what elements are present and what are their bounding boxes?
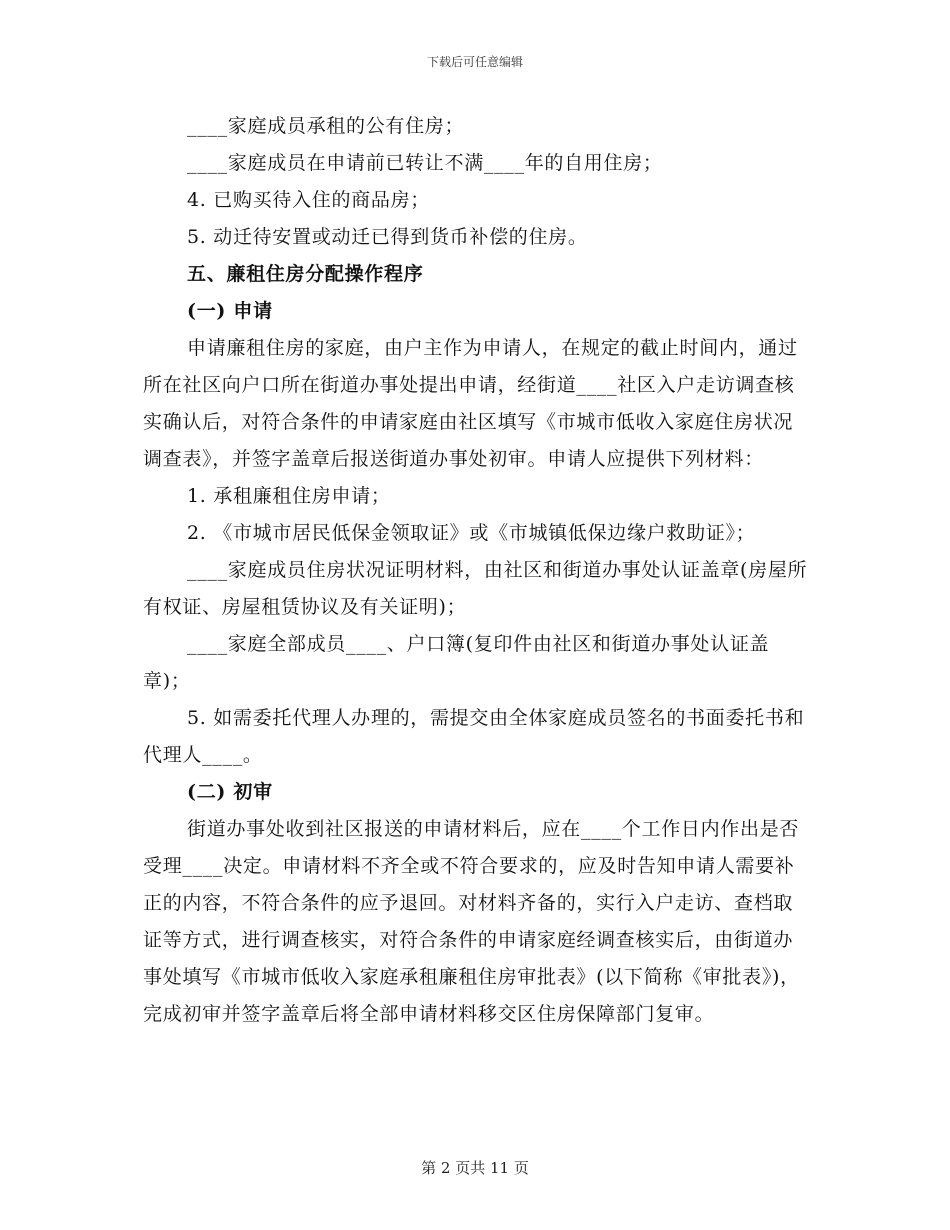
document-body <box>143 108 808 1033</box>
section-heading: 五、廉租住房分配操作程序 <box>187 263 424 285</box>
paragraph-preliminary-review: 街道办事处收到社区报送的申请材料后，应在____个工作日内作出是否受理____决定。申请材料不齐全或不符合要求的，应及时告知申请人需要补正的内容，不符合条件的应予退回。对材料齐备的，实行入户走访、查档取证等方式，进行调查核实，对符合条件的申请家庭经调查核实后，由街道办事处填写《市城市低收入家庭承租廉租住房审批表》(以下简称《审批表》)，完成初审并签字盖章后将全部申请材料移交区住房保障部门复审。 <box>143 818 800 1025</box>
paragraph-3: 4. 已购买待入住的商品房； <box>187 189 430 211</box>
paragraph-2: ____家庭成员在申请前已转让不满____年的自用住房； <box>187 152 663 174</box>
material-item-3: ____家庭成员住房状况证明材料，由社区和街道办事处认证盖章(房屋所有权证、房屋租赁协议及有关证明)； <box>143 559 808 618</box>
page-footer: 第 2 页共 11 页 <box>421 1159 529 1177</box>
subheading-application: (一) 申请 <box>187 300 273 322</box>
material-item-4: ____家庭全部成员____、户口簿(复印件由社区和街道办事处认证盖章)； <box>143 633 770 692</box>
page-header: 下载后可任意编辑 <box>426 55 523 69</box>
material-item-5: 5. 如需委托代理人办理的，需提交由全体家庭成员签名的书面委托书和代理人____。 <box>143 707 805 766</box>
material-item-1: 1. 承租廉租住房申请； <box>187 485 391 507</box>
paragraph-1: ____家庭成员承租的公有住房； <box>187 115 465 137</box>
subheading-preliminary-review: (二) 初审 <box>187 781 273 803</box>
material-item-2: 2. 《市城市居民低保金领取证》或《市城镇低保边缘户救助证》； <box>187 522 756 544</box>
paragraph-application: 申请廉租住房的家庭，由户主作为申请人，在规定的截止时间内，通过所在社区向户口所在街道办事处提出申请，经街道____社区入户走访调查核实确认后，对符合条件的申请家庭由社区填写《市城市低收入家庭住房状况调查表》，并签字盖章后报送街道办事处初审。申请人应提供下列材料： <box>143 337 798 470</box>
paragraph-4: 5. 动迁待安置或动迁已得到货币补偿的住房。 <box>187 226 588 248</box>
